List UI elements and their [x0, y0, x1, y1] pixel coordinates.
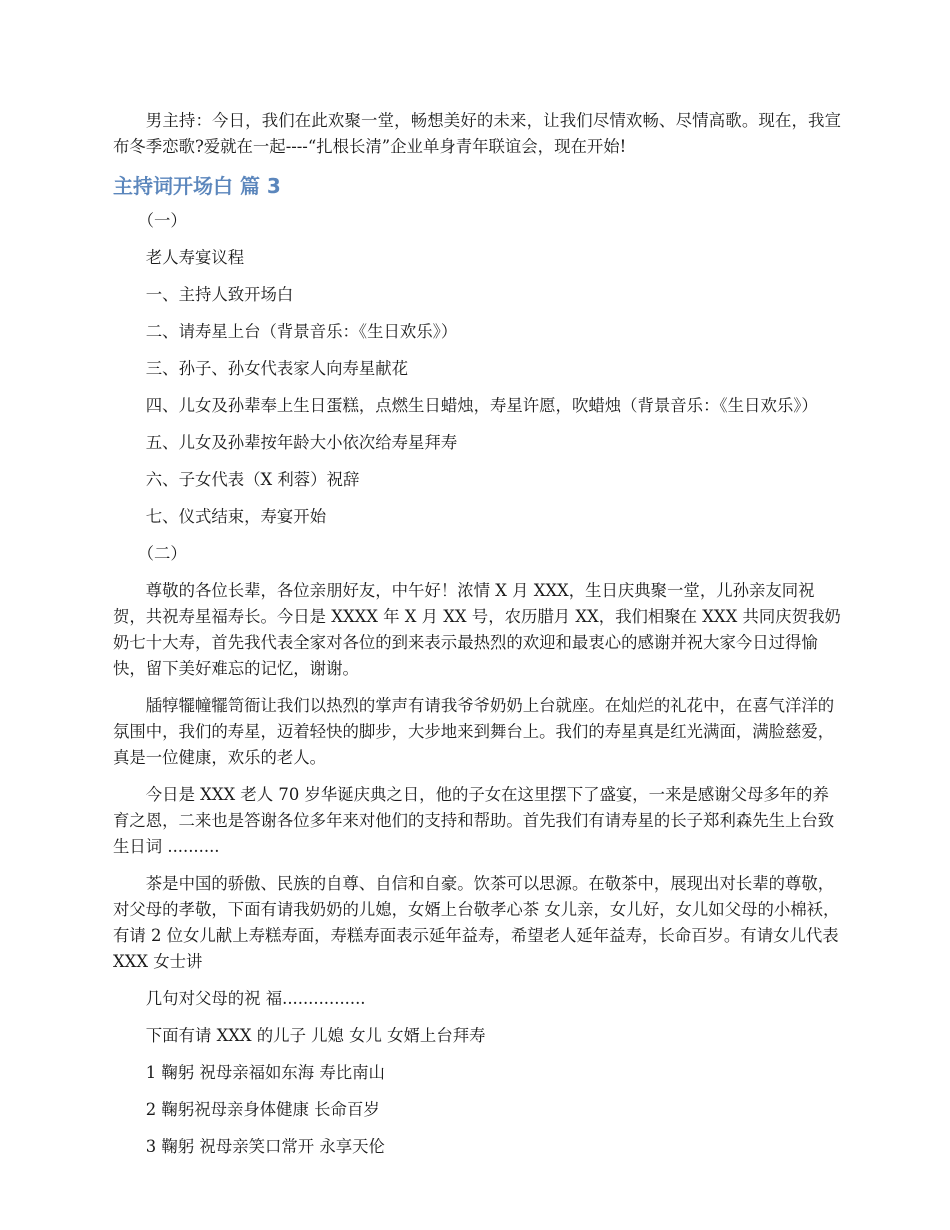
document-page [113, 108, 841, 1171]
bow-line: 3 鞠躬 祝母亲笑口常开 永享天伦 [145, 1137, 385, 1156]
agenda-item: 七、仪式结束，寿宴开始 [145, 507, 327, 526]
agenda-title: 老人寿宴议程 [145, 248, 245, 267]
speech-paragraph: 今日是 XXX 老人 70 岁华诞庆典之日，他的子女在这里摆下了盛宴，一来是感谢父母多年的养育之恩，二来也是答谢各位多年来对他们的支持和帮助。首先我们有请寿星的长子郑利森先生上台致生日词 .......... [113, 785, 835, 856]
bow-line: 1 鞠躬 祝母亲福如东海 寿比南山 [145, 1063, 385, 1082]
section-marker-1: （一） [137, 211, 187, 230]
agenda-item: 三、孙子、孙女代表家人向寿星献花 [145, 359, 409, 378]
agenda-item: 二、请寿星上台（背景音乐：《生日欢乐》） [145, 322, 458, 341]
speech-line: 下面有请 XXX 的儿子 儿媳 女儿 女婿上台拜寿 [145, 1026, 486, 1045]
speech-paragraph: 茶是中国的骄傲、民族的自尊、自信和自豪。饮茶可以思源。在敬茶中，展现出对长辈的尊敬，对父母的孝敬，下面有请我奶奶的儿媳，女婿上台敬孝心茶 女儿亲，女儿好，女儿如父母的小棉袄，有请 2 位女儿献上寿糕寿面，寿糕寿面表示延年益寿，希望老人延年益寿，长命百岁。有请女儿代表 XXX 女士讲 [113, 874, 840, 971]
bow-line: 2 鞠躬祝母亲身体健康 长命百岁 [145, 1100, 380, 1119]
agenda-item: 五、儿女及孙辈按年龄大小依次给寿星拜寿 [145, 433, 458, 452]
speech-paragraph: 尊敬的各位长辈，各位亲朋好友，中午好！浓情 X 月 XXX，生日庆典聚一堂，儿孙亲友同祝贺，共祝寿星福寿长。今日是 XXXX 年 X 月 XX 号，农历腊月 XX，我们相聚在 XXX 共同庆贺我奶奶七十大寿，首先我代表全家对各位的到来表示最热烈的欢迎和最衷心的感谢并祝大家今日过得愉快，留下美好难忘的记忆，谢谢。 [113, 581, 841, 678]
agenda-item: 一、主持人致开场白 [145, 285, 294, 304]
section-marker-2: （二） [137, 544, 187, 563]
agenda-item: 四、儿女及孙辈奉上生日蛋糕，点燃生日蜡烛，寿星许愿，吹蜡烛（背景音乐：《生日欢乐》） [145, 396, 818, 415]
speech-paragraph: 牐犉犤幢犤笥衙让我们以热烈的掌声有请我爷爷奶奶上台就座。在灿烂的礼花中，在喜气洋洋的氛围中，我们的寿星，迈着轻快的脚步，大步地来到舞台上。我们的寿星真是红光满面，满脸慈爱，真是一位健康，欢乐的老人。 [113, 696, 835, 767]
section-heading: 主持词开场白 篇 3 [113, 174, 281, 198]
speech-line: 几句对父母的祝 福................ [145, 989, 366, 1008]
intro-paragraph: 男主持：今日，我们在此欢聚一堂，畅想美好的未来，让我们尽情欢畅、尽情高歌。现在，我宣布冬季恋歌?爱就在一起----“扎根长清”企业单身青年联谊会，现在开始! [113, 111, 841, 156]
agenda-item: 六、子女代表（X 利蓉）祝辞 [145, 470, 360, 489]
